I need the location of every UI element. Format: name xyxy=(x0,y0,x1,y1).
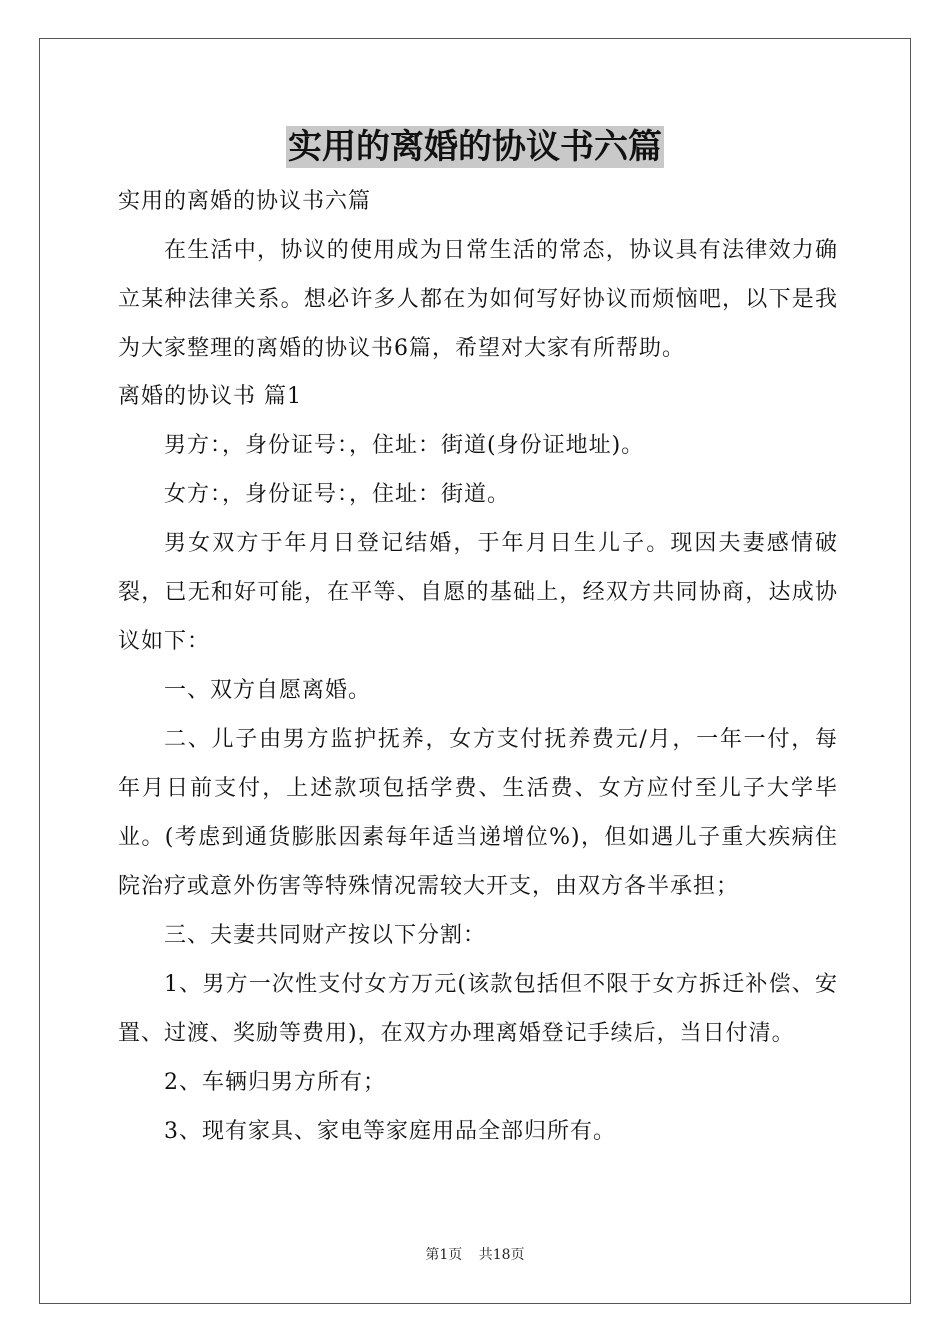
clause-male-party: 男方：，身份证号：，住址：街道(身份证地址)。 xyxy=(164,433,645,458)
page-number: 第1页 xyxy=(425,1247,463,1263)
clause-3-2-vehicle: 2、车辆归男方所有； xyxy=(164,1070,386,1095)
clause-female-party: 女方：，身份证号：，住址：街道。 xyxy=(164,482,511,507)
clause-1-divorce: 一、双方自愿离婚。 xyxy=(164,678,372,703)
title-area xyxy=(0,126,950,168)
page-footer xyxy=(0,1244,950,1264)
page-total: 共18页 xyxy=(478,1247,525,1263)
section-heading: 离婚的协议书 篇1 xyxy=(118,384,302,409)
clause-2-custody: 二、儿子由男方监护抚养，女方支付抚养费元/月，一年一付，每年月日前支付，上述款项包括学费、生活费、女方应付至儿子大学毕业。(考虑到通货膨胀因素每年适当递增位%)，但如遇儿子重大疾病住院治疗或意外伤害等特殊情况需较大开支，由双方各半承担； xyxy=(118,727,838,899)
clause-3-3-furniture: 3、现有家具、家电等家庭用品全部归所有。 xyxy=(164,1119,616,1144)
document-body xyxy=(118,178,838,1156)
clause-3-1-payment: 1、男方一次性支付女方万元(该款包括但不限于女方拆迁补偿、安置、过渡、奖励等费用)，在双方办理离婚登记手续后，当日付清。 xyxy=(118,972,838,1046)
document-title: 实用的离婚的协议书六篇 xyxy=(288,127,662,167)
clause-3-property: 三、夫妻共同财产按以下分割： xyxy=(164,923,487,948)
clause-marriage-facts: 男女双方于年月日登记结婚，于年月日生儿子。现因夫妻感情破裂，已无和好可能，在平等、自愿的基础上，经双方共同协商，达成协议如下： xyxy=(118,531,838,654)
subtitle: 实用的离婚的协议书六篇 xyxy=(118,189,372,214)
intro-paragraph: 在生活中，协议的使用成为日常生活的常态，协议具有法律效力确立某种法律关系。想必许多人都在为如何写好协议而烦恼吧，以下是我为大家整理的离婚的协议书6篇，希望对大家有所帮助。 xyxy=(118,238,838,361)
